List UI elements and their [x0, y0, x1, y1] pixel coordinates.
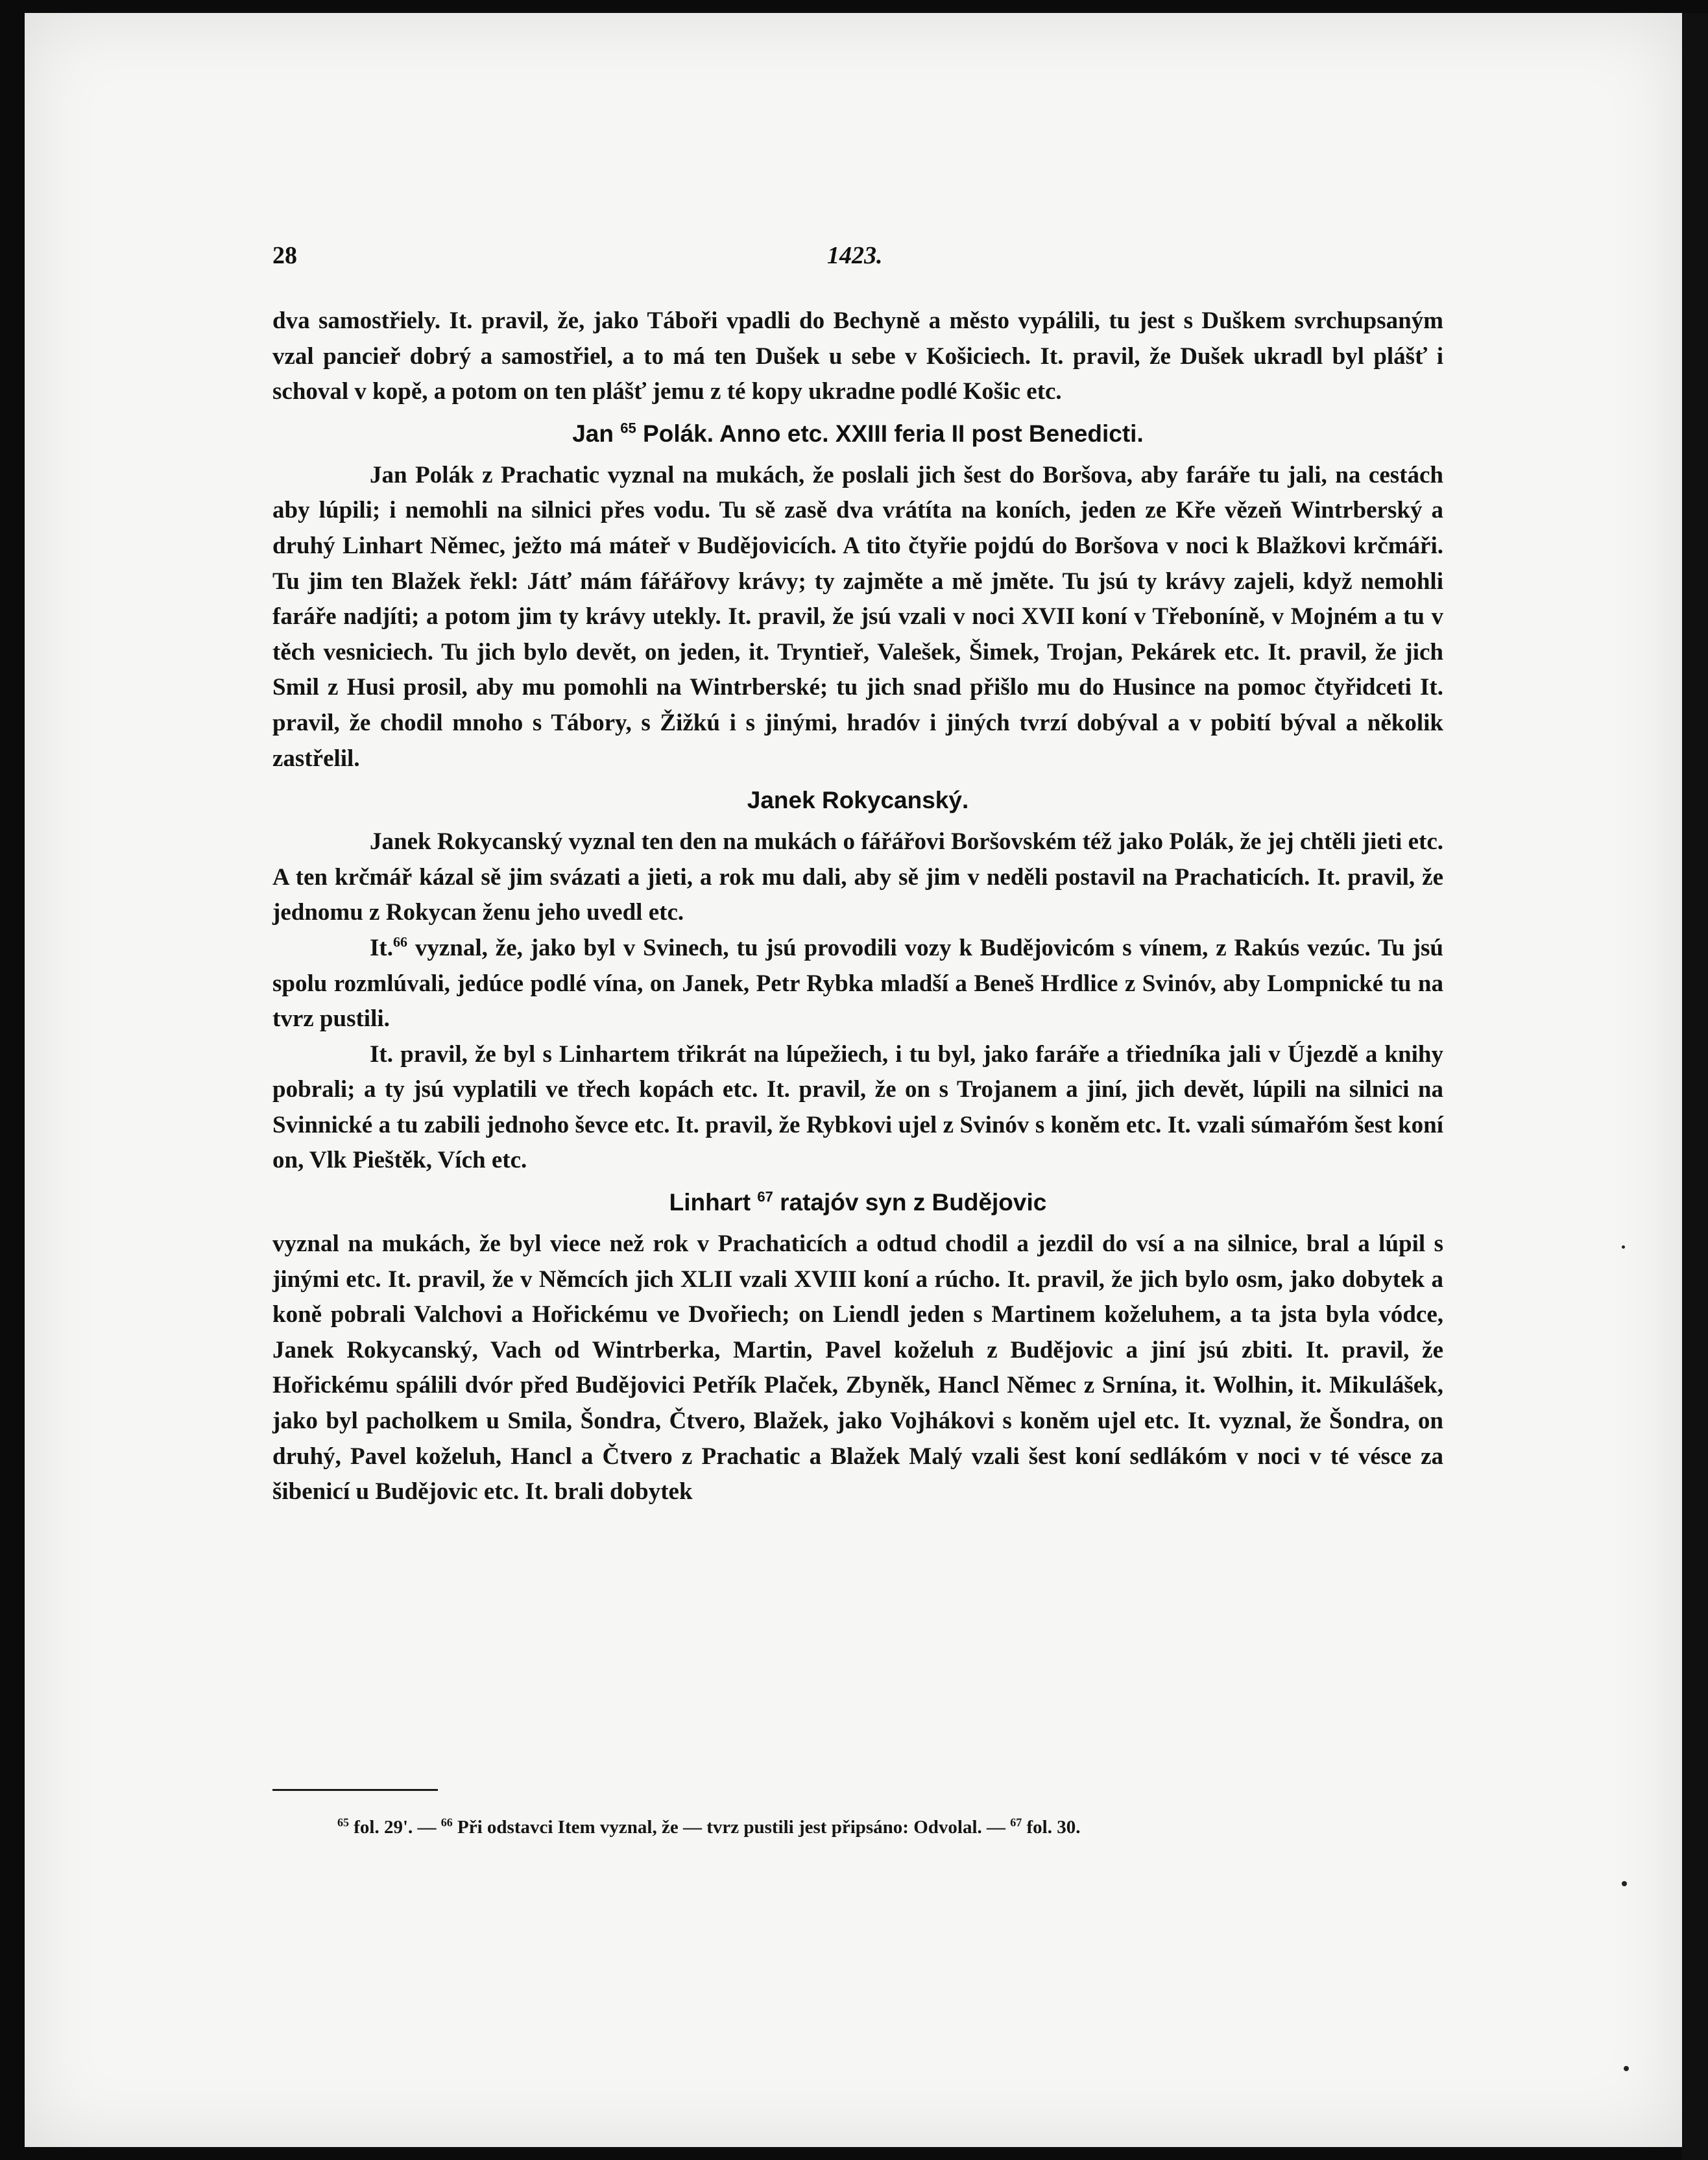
paragraph: It. pravil, že byl s Linhartem třikrát na lúpežiech, i tu byl, jako faráře a třiedníka jali v Újezdě a knihy pobrali; a ty jsú vyplatili ve třech kopách etc. It. pravil, že on s Trojanem a jiní, jich devět, lúpili na silnici na Svinnické a tu zabili jednoho ševce etc. It. pravil, že Rybkovi ujel z Svinóv s koněm etc. It. vzali súmařóm šest koní on, Vlk Pieštěk, Vích etc. — [272, 1040, 1443, 1174]
page-number: 28 — [272, 242, 297, 269]
footnote-mark: 67 — [1010, 1816, 1022, 1829]
footnote-ref: 65 — [620, 420, 636, 437]
scan-speck — [1622, 1881, 1627, 1886]
footnote-text: fol. 29'. — — [354, 1817, 437, 1838]
page-header — [272, 241, 1443, 274]
paragraph: vyznal na mukách, že byl viece než rok v Prachaticích a odtud chodil a jezdil do vsí a na silnice, bral a lúpil s jinými etc. It. pravil, že v Němcích jich XLII vzali XVIII koní a rúcho. It. pravil, že jich bylo osm, jako dobytek a koně pobrali Valchovi a Hořickému ve Dvořiech; on Liendl jeden s Martinem koželuhem, a ta jsta byla vódce, Janek Rokycanský, Vach od Wintrberka, Martin, Pavel koželuh z Budějovic a jiní jsú zbiti. It. pravil, že Hořickému spálili dvór před Budějovici Petřík Plaček, Zbyněk, Hancl Němec z Srnína, it. Wolhin, it. Mikulášek, jako byl pacholkem u Smila, Šondra, Čtvero, Blažek, jako Vojhákovi s koněm ujel etc. It. vyznal, že Šondra, on druhý, Pavel koželuh, Hancl a Čtvero z Prachatic a Blažek Malý vzali šest koní sedlákóm v noci v té vésce za šibenicí u Budějovic etc. It. brali dobytek — [272, 1230, 1443, 1506]
footnote-ref: 66 — [392, 933, 407, 950]
heading-name: Jan — [572, 420, 614, 447]
footnote-mark: 65 — [337, 1816, 349, 1829]
paragraph — [272, 931, 1443, 1037]
running-title: 1423. — [827, 242, 883, 269]
paragraph-start: It. — [370, 934, 393, 961]
scan-border — [1682, 13, 1708, 2160]
footnote-mark: 66 — [440, 1816, 453, 1829]
footnotes — [337, 1814, 1440, 1840]
section-heading-janek-rokycansky: Janek Rokycanský. — [747, 787, 969, 814]
footnote-text: fol. 30. — [1026, 1817, 1081, 1838]
paragraph-rest: vyznal, že, jako byl v Svinech, tu jsú provodili vozy k Budějovicóm s vínem, z Rakús vezúc. Tu jsú spolu rozmlúvali, jedúce podlé vína, on Janek, Petr Rybka mladší a Beneš Hrdlice z Svinóv, aby Lompnické tu na tvrz pustili. — [272, 934, 1443, 1033]
footnote-ref: 67 — [757, 1188, 773, 1205]
heading-name: Linhart — [669, 1189, 751, 1216]
scan-speck — [1624, 2066, 1629, 2071]
paragraph: dva samostřiely. It. pravil, že, jako Táboři vpadli do Bechyně a město vypálili, tu jest s Duškem svrchupsaným vzal pancieř dobrý a samostřiel, a to má ten Dušek u sebe v Košiciech. It. pravil, že Dušek ukradl byl plášť i schoval v kopě, a potom on ten plášť jemu z té kopy ukradne podlé Košic etc. — [272, 307, 1443, 405]
scan-speck — [1622, 1245, 1625, 1249]
footnote-text: Při odstavci Item vyznal, že — tvrz pustili jest připsáno: Odvolal. — — [457, 1817, 1005, 1838]
footnote-divider — [272, 1789, 438, 1791]
heading-rest: Polák. Anno etc. XXIII feria II post Benedicti. — [643, 420, 1144, 447]
main-text — [272, 304, 1443, 1510]
paragraph: Janek Rokycanský vyznal ten den na mukách o fářářovi Boršovském též jako Polák, že jej chtěli jieti etc. A ten krčmář kázal sě jim svázati a jieti, a rok mu dali, aby sě jim v neděli postavil na Prachaticích. It. pravil, že jednomu z Rokycan ženu jeho uvedl etc. — [272, 828, 1443, 926]
heading-rest: ratajóv syn z Budějovic — [780, 1189, 1047, 1216]
section-heading-jan-polak — [272, 416, 1443, 451]
paragraph: Jan Polák z Prachatic vyznal na mukách, že poslali jich šest do Boršova, aby faráře tu jali, na cestách aby lúpili; i nemohli na silnici přes vodu. Tu sě zasě dva vrátíta na koních, jeden ze Kře vězeň Wintrberský a druhý Linhart Němec, ježto má máteř v Budějovicích. A tito čtyřie pojdú do Boršova v noci k Blažkovi krčmáři. Tu jim ten Blažek řekl: Játť mám fářářovy krávy; ty zajměte a mě jměte. Tu jsú ty krávy zajeli, když nemohli faráře nadjíti; a potom jim ty krávy utekly. It. pravil, že jsú vzali v noci XVII koní v Třeboníně, v Mojném a tu v těch vesniciech. Tu jich bylo devět, on jeden, it. Tryntieř, Valešek, Šimek, Trojan, Pekárek etc. It. pravil, že jich Smil z Husi prosil, aby mu pomohli na Wintrberské; tu jich snad přišlo mu do Husince na pomoc čtyřidceti It. pravil, že chodil mnoho s Tábory, s Žižkú i s jinými, hradóv i jiných tvrzí dobýval a v pobití býval a několik zastřelil. — [272, 461, 1443, 772]
section-heading-linhart — [272, 1185, 1443, 1220]
